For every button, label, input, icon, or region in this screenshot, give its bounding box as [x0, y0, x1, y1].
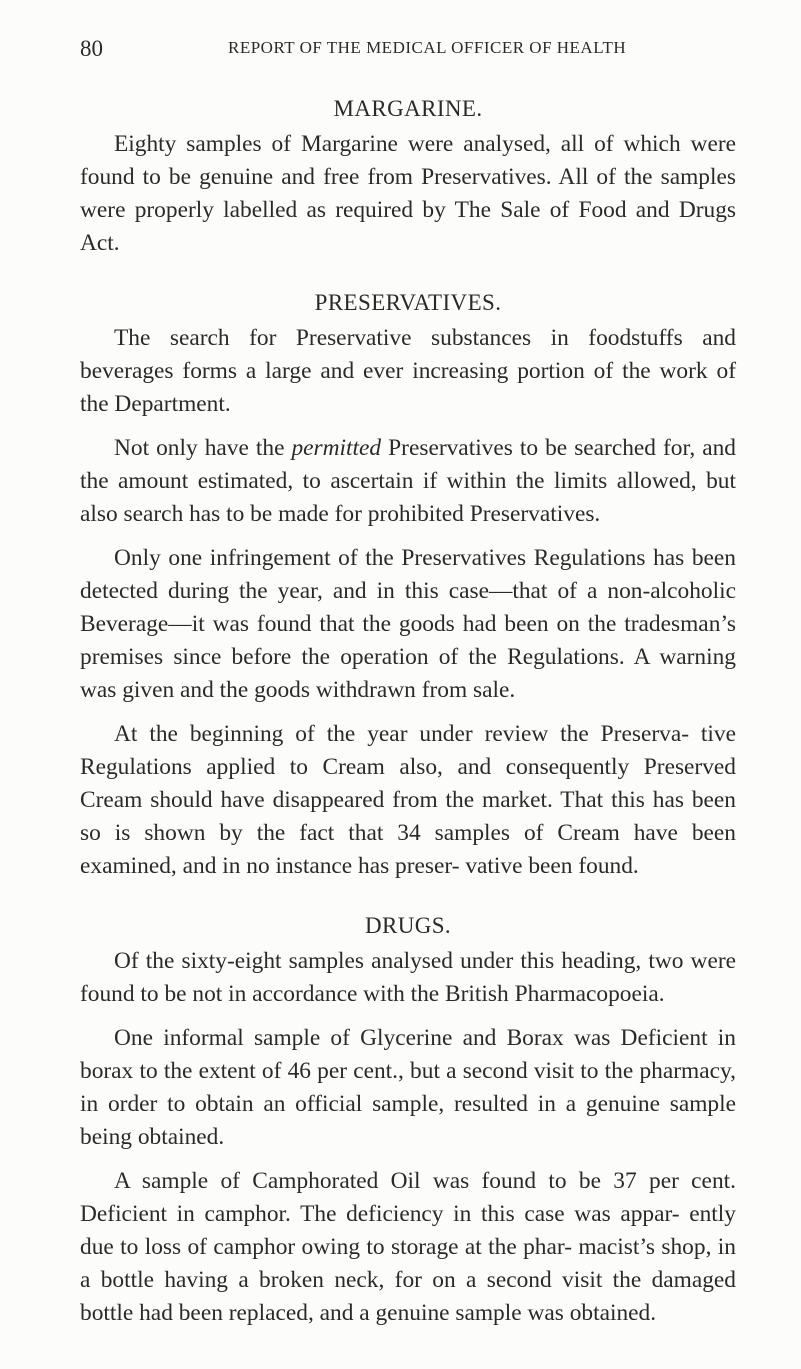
section-preservatives [80, 290, 736, 883]
section-heading: DRUGS. [364, 913, 452, 938]
section-heading: PRESERVATIVES. [314, 290, 502, 315]
page-number: 80 [80, 36, 103, 61]
paragraph: Of the sixty-eight samples analysed under this heading, two were found to be not in accordance with the British Pharmacopoeia. [80, 948, 736, 1007]
paragraph [80, 432, 736, 531]
paragraph: Eighty samples of Margarine were analysed, all of which were found to be genuine and free from Preservatives. All of the samples were properly labelled as required by The Sale of Food and Drugs Act. [80, 131, 736, 256]
section-heading: MARGARINE. [333, 96, 483, 121]
paragraph-text: Preservatives to be searched for, and the amount estimated, to ascertain if within the limits allowed, but also search has to be made for prohibited Preservatives. [80, 435, 736, 527]
paragraph: The search for Preservative substances in foodstuffs and beverages forms a large and ever increasing portion of the work of the Department. [80, 325, 736, 417]
emphasis-text: permitted [291, 435, 382, 461]
document-body [80, 86, 736, 1341]
paragraph: A sample of Camphorated Oil was found to be 37 per cent. Deficient in camphor. The deficiency in this case was appar- ently due to loss of camphor owing to storage at the phar- macist’s shop, in a bottle having a broken neck, for on a second visit the damaged bottle had been replaced, and a genuine sample was obtained. [80, 1168, 736, 1326]
running-title: REPORT OF THE MEDICAL OFFICER OF HEALTH [228, 38, 627, 57]
paragraph: At the beginning of the year under review the Preserva- tive Regulations applied to Cream also, and consequently Preserved Cream should have disappeared from the market. That this has been so is shown by the fact that 34 samples of Cream have been examined, and in no instance has preser- vative been found. [80, 721, 736, 879]
paragraph-text: Not only have the [114, 435, 292, 461]
section-margarine [80, 96, 736, 260]
section-drugs [80, 913, 736, 1330]
paragraph: One informal sample of Glycerine and Borax was Deficient in borax to the extent of 46 per cent., but a second visit to the pharmacy, in order to obtain an official sample, resulted in a genuine sample being obtained. [80, 1025, 736, 1150]
paragraph: Only one infringement of the Preservatives Regulations has been detected during the year, and in this case—that of a non-alcoholic Beverage—it was found that the goods had been on the tradesman’s premises since before the operation of the Regulations. A warning was given and the goods withdrawn from sale. [80, 545, 736, 703]
page-header [80, 36, 730, 66]
